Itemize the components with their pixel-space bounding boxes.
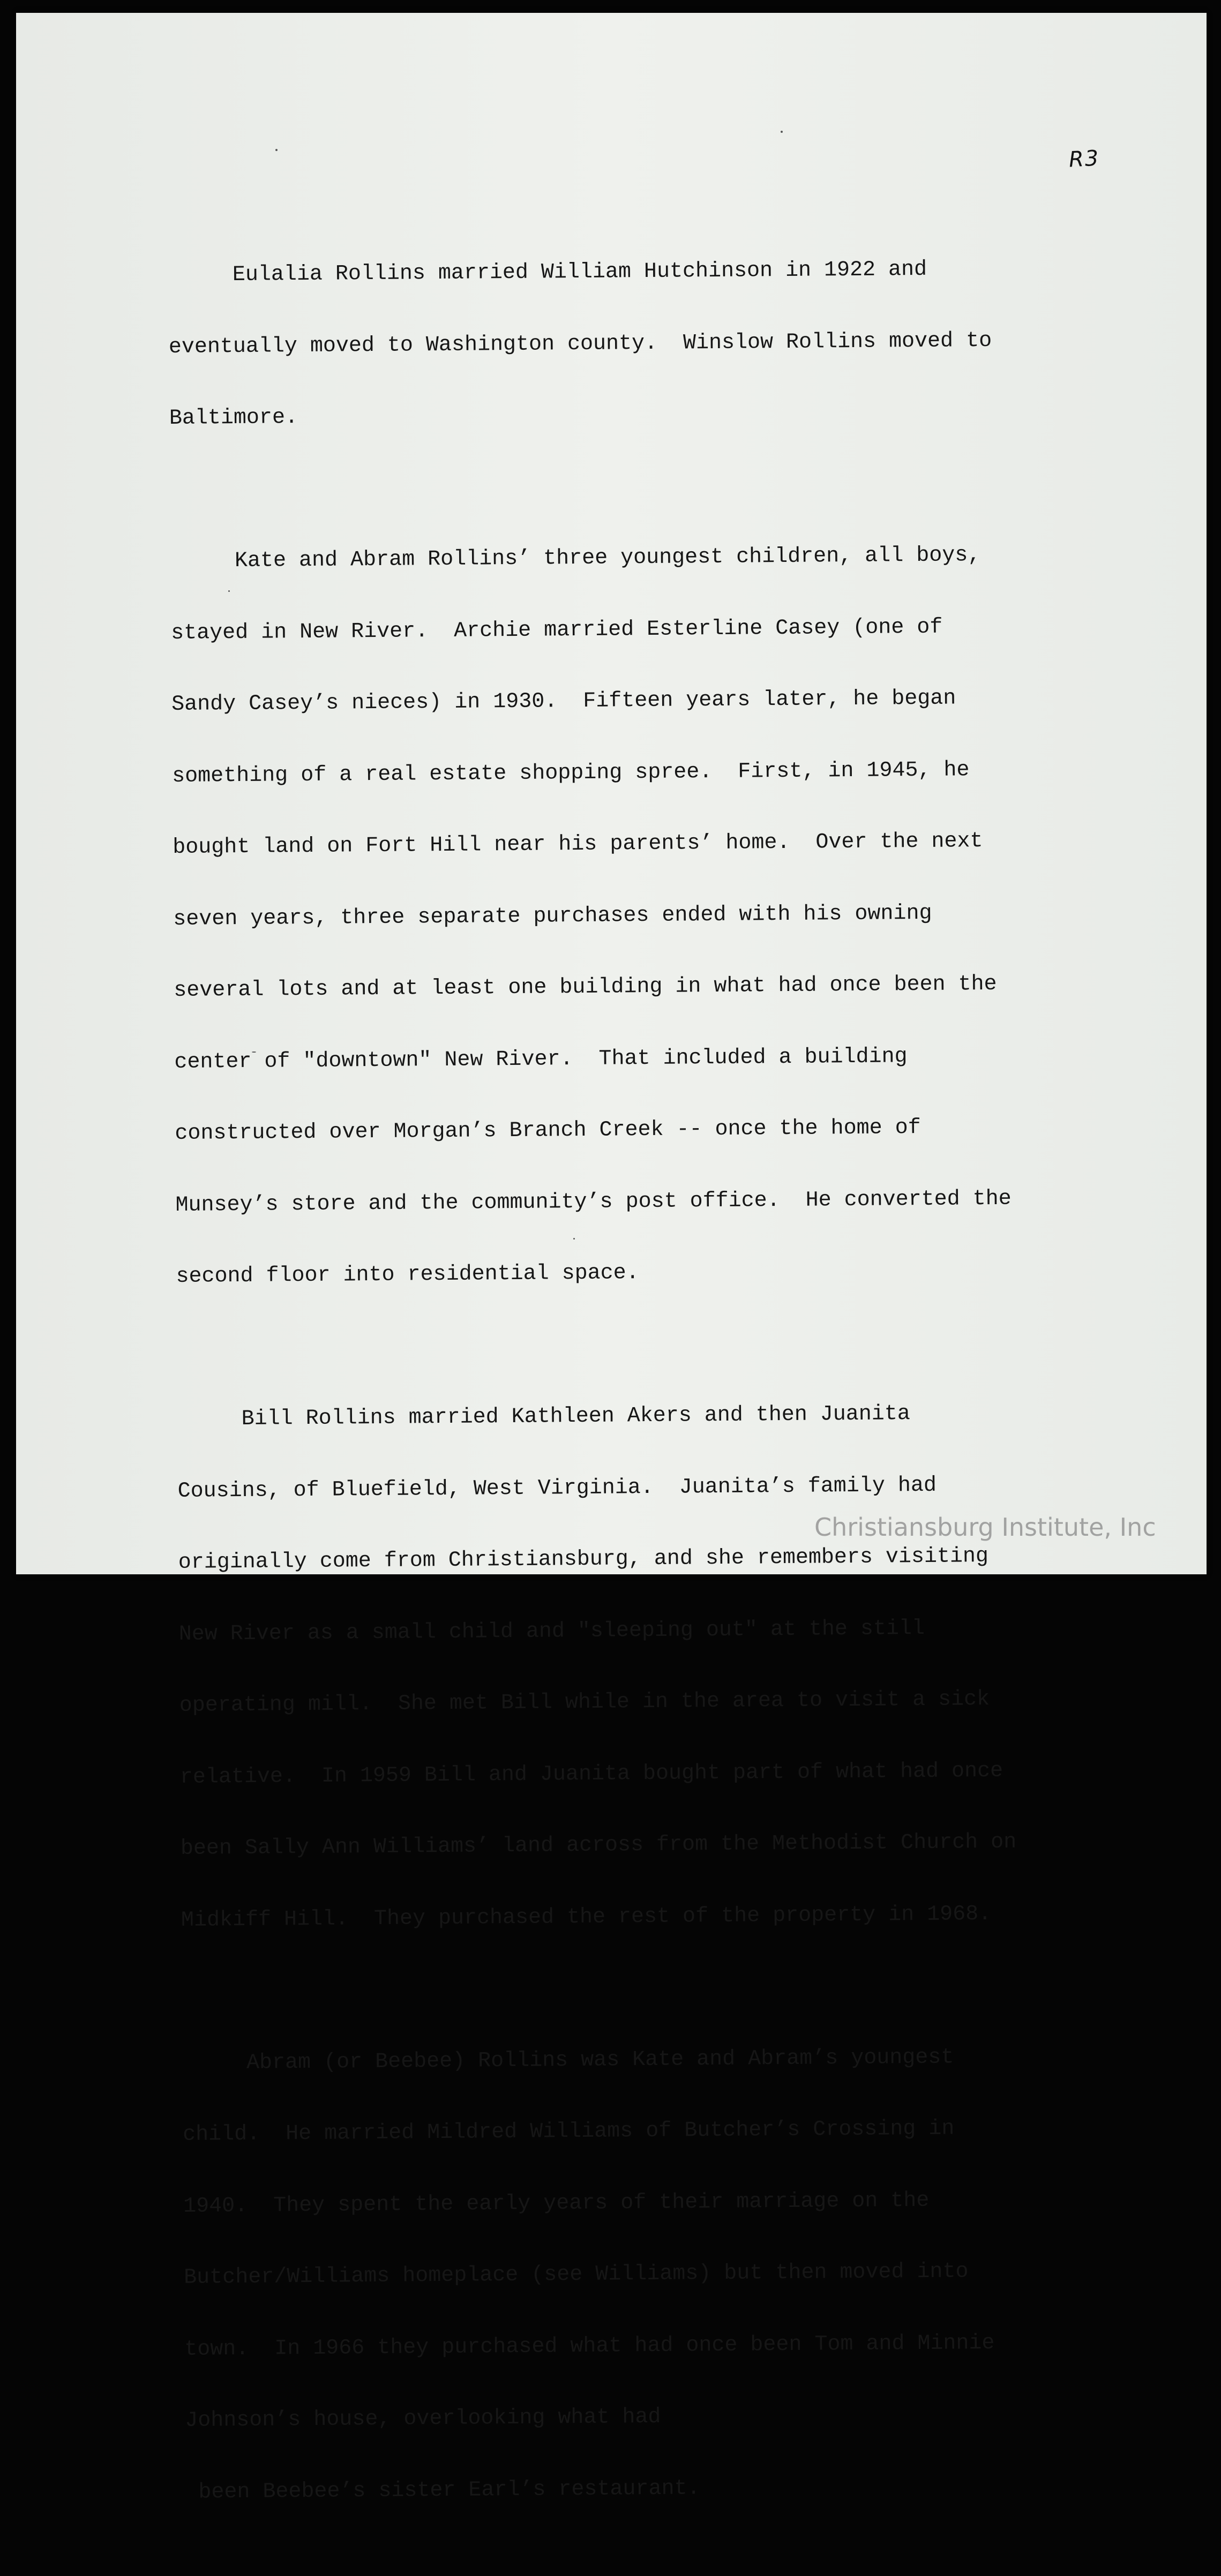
text-line: been Beebee’s sister Earl’s restaurant. — [185, 2476, 700, 2505]
text-line: 1940. They spent the early years of their marriage on the — [183, 2188, 930, 2219]
watermark: Christiansburg Institute, Inc — [814, 1513, 1156, 1542]
text-line: second floor into residential space. — [176, 1261, 639, 1289]
document-page — [16, 13, 1207, 2505]
text-line: bought land on Fort Hill near his parents’ home. Over the next — [173, 829, 983, 860]
text-line: Sandy Casey’s nieces) in 1930. Fifteen years later, he began — [171, 686, 956, 717]
paragraph — [182, 1997, 1129, 2552]
text-line: Midkiff Hill. They purchased the rest of the property in 1968. — [181, 1902, 992, 1933]
text-line: originally come from Christiansburg, and she remembers visiting — [178, 1544, 989, 1575]
text-line: something of a real estate shopping spree. First, in 1945, he — [172, 757, 970, 788]
text-line: child. He married Mildred Williams of Butcher’s Crossing in — [182, 2116, 955, 2147]
paragraph — [177, 1353, 1125, 1980]
paragraph — [170, 495, 1119, 1336]
text-line: Butcher/Williams homeplace (see Williams) but then moved into — [184, 2259, 969, 2290]
text-line: center of "downtown" New River. That included a building — [174, 1044, 908, 1075]
text-line: town. In 1966 they purchased what had once been Tom and Minnie — [184, 2331, 995, 2362]
text-line: Cousins, of Bluefield, West Virginia. Juanita’s family had — [177, 1473, 937, 1504]
text-line: Baltimore. — [169, 405, 298, 431]
text-line: Eulalia Rollins married William Hutchinson in 1922 and — [168, 257, 927, 288]
text-line: constructed over Morgan’s Branch Creek -- once the home of — [175, 1116, 921, 1146]
text-line: Abram (or Beebee) Rollins was Kate and Abram’s youngest — [182, 2045, 954, 2076]
paper-speck — [781, 131, 783, 133]
text-line: several lots and at least one building in what had once been the — [174, 972, 997, 1003]
text-line: been Sally Ann Williams’ land across from the Methodist Church on — [180, 1830, 1017, 1861]
text-line: Munsey’s store and the community’s post office. He converted the — [175, 1186, 1012, 1218]
text-line: New River as a small child and "sleeping out" at the still — [178, 1616, 925, 1647]
handwritten-page-mark: R3 — [1068, 146, 1100, 172]
text-line: Bill Rollins married Kathleen Akers and then Juanita — [177, 1402, 911, 1432]
text-line: seven years, three separate purchases ended with his owning — [173, 901, 932, 932]
paper-speck — [275, 149, 278, 151]
text-line: stayed in New River. Archie married Esterline Casey (one of — [170, 615, 943, 645]
text-line: Johnson’s house, overlooking what had — [185, 2405, 661, 2433]
paragraph — [168, 209, 1113, 478]
document-body — [168, 209, 1129, 2576]
text-line: relative. In 1959 Bill and Juanita bought part of what had once — [179, 1759, 1003, 1790]
text-line: Kate and Abram Rollins’ three youngest children, all boys, — [170, 543, 981, 574]
text-line: eventually moved to Washington county. Winslow Rollins moved to — [168, 328, 992, 359]
text-line: operating mill. She met Bill while in the area to visit a sick — [179, 1687, 990, 1718]
